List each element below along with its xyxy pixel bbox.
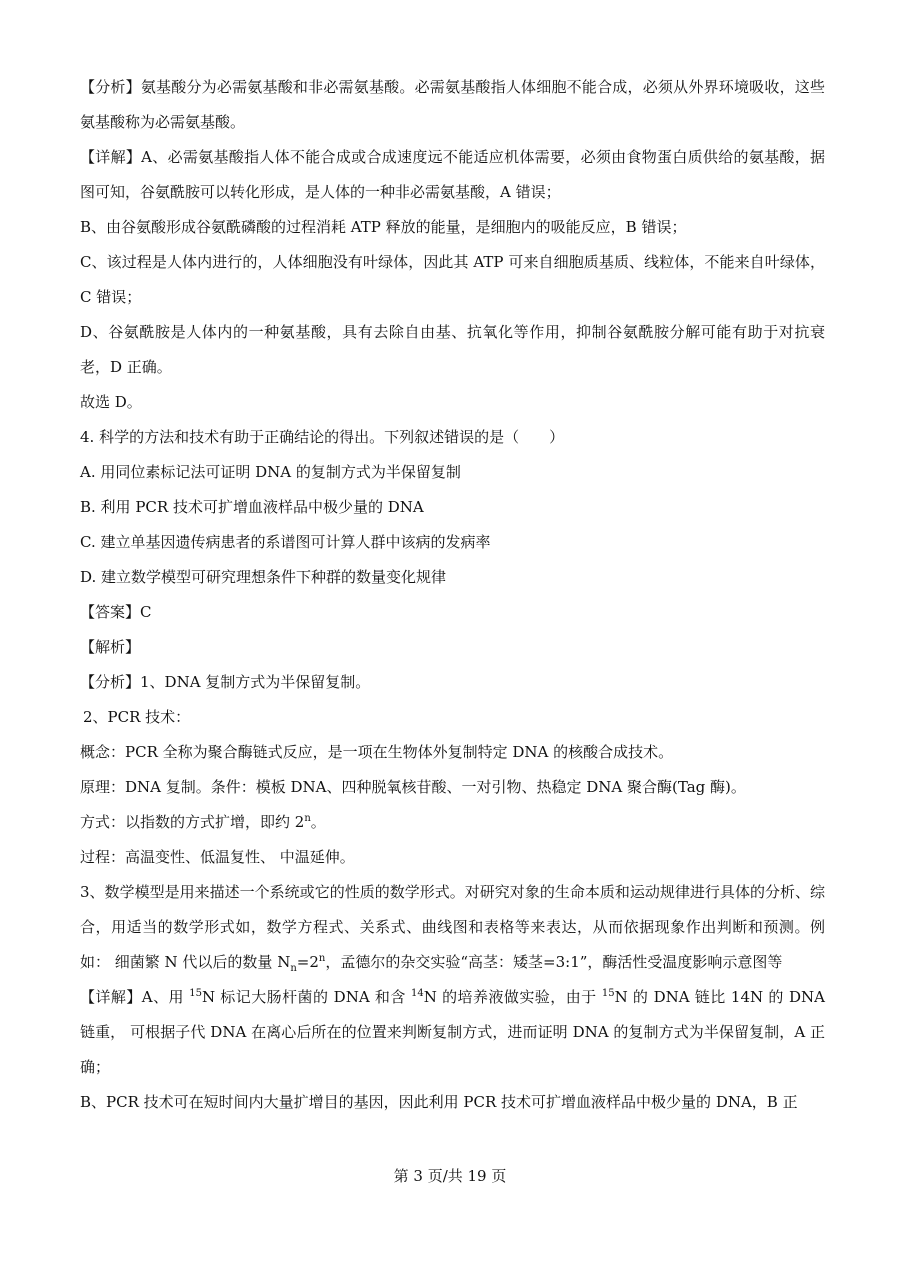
subscript-n: n xyxy=(290,963,297,974)
option-d: D. 建立数学模型可研究理想条件下种群的数量变化规律 xyxy=(80,568,447,586)
math-model-text: 3、数学模型是用来描述一个系统或它的性质的数学形式。对研究对象的生命本质和运动规律进行具体的分析、综合，用适当的数学形式如，数学方程式、关系式、曲线图和表格等来表达，从而依据现象作出判断和预测。例如： 细菌繁 N 代以后的数量 N xyxy=(80,883,825,971)
answer-label: 【答案】C xyxy=(80,603,152,621)
math-model-eq: =2 xyxy=(296,953,319,971)
math-model-end: ，孟德尔的杂交实验“高茎：矮茎=3:1”，酶活性受温度影响示意图等 xyxy=(325,953,783,971)
detail-paragraph-a: 【详解】A、必需氨基酸指人体不能合成或合成速度远不能适应机体需要，必须由食物蛋白质供给的氨基酸，据图可知，谷氨酰胺可以转化形成，是人体的一种非必需氨基酸，A 错误； xyxy=(80,148,825,201)
analysis-paragraph: 【分析】氨基酸分为必需氨基酸和非必需氨基酸。必需氨基酸指人体细胞不能合成，必须从外界环境吸收，这些氨基酸称为必需氨基酸。 xyxy=(80,78,825,131)
option-c: C. 建立单基因遗传病患者的系谱图可计算人群中该病的发病率 xyxy=(80,533,491,551)
superscript-n: n xyxy=(318,953,326,964)
math-model-paragraph xyxy=(80,875,825,980)
pcr-concept: 概念：PCR 全称为聚合酶链式反应，是一项在生物体外复制特定 DNA 的核酸合成技术。 xyxy=(80,743,674,761)
pcr-method-end: 。 xyxy=(310,813,326,831)
option-a: A. 用同位素标记法可证明 DNA 的复制方式为半保留复制 xyxy=(80,463,461,481)
detail-4a-text-4: N 的 DNA 链比 14N 的 DNA 链重， 可根据子代 DNA 在离心后所在的位置来判断复制方式，进而证明 DNA 的复制方式为半保留复制，A 正确； xyxy=(80,988,825,1076)
analysis-point-2: 2、PCR 技术： xyxy=(83,708,191,726)
detail-4a-text-3: N 的培养液做实验，由于 xyxy=(423,988,602,1006)
superscript-n: n xyxy=(304,813,311,824)
superscript-14: 14 xyxy=(411,988,424,999)
superscript-15: 15 xyxy=(189,988,202,999)
explanation-label: 【解析】 xyxy=(80,638,141,656)
pcr-method-text: 方式：以指数的方式扩增，即约 2 xyxy=(80,813,305,831)
pcr-principle: 原理：DNA 复制。条件：模板 DNA、四种脱氧核苷酸、一对引物、热稳定 DNA 聚合酶(Tag 酶)。 xyxy=(80,778,746,796)
superscript-15: 15 xyxy=(601,988,615,999)
detail-4a-text-2: N 标记大肠杆菌的 DNA 和含 xyxy=(201,988,412,1006)
page-footer: 第 3 页/共 19 页 xyxy=(393,1167,507,1185)
pcr-method xyxy=(80,805,825,840)
question-4-stem: 4. 科学的方法和技术有助于正确结论的得出。下列叙述错误的是（ ） xyxy=(80,428,565,446)
choice-conclusion: 故选 D。 xyxy=(80,393,142,411)
document-page xyxy=(80,70,825,1120)
analysis-point-1: 【分析】1、DNA 复制方式为半保留复制。 xyxy=(80,673,371,691)
pcr-process: 过程：高温变性、低温复性、 中温延伸。 xyxy=(80,848,355,866)
detail-4b-paragraph: B、PCR 技术可在短时间内大量扩增目的基因，因此利用 PCR 技术可扩增血液样品中极少量的 DNA，B 正 xyxy=(80,1093,798,1111)
detail-paragraph-b: B、由谷氨酸形成谷氨酰磷酸的过程消耗 ATP 释放的能量，是细胞内的吸能反应，B 错误； xyxy=(80,218,687,236)
option-b: B. 利用 PCR 技术可扩增血液样品中极少量的 DNA xyxy=(80,498,424,516)
detail-4a-text-1: 【详解】A、用 xyxy=(80,988,190,1006)
detail-paragraph-c: C、该过程是人体内进行的，人体细胞没有叶绿体，因此其 ATP 可来自细胞质基质、线粒体，不能来自叶绿体，C 错误； xyxy=(80,253,825,306)
detail-paragraph-d: D、谷氨酰胺是人体内的一种氨基酸，具有去除自由基、抗氧化等作用，抑制谷氨酰胺分解可能有助于对抗衰老，D 正确。 xyxy=(80,323,825,376)
detail-4a-paragraph xyxy=(80,980,825,1085)
